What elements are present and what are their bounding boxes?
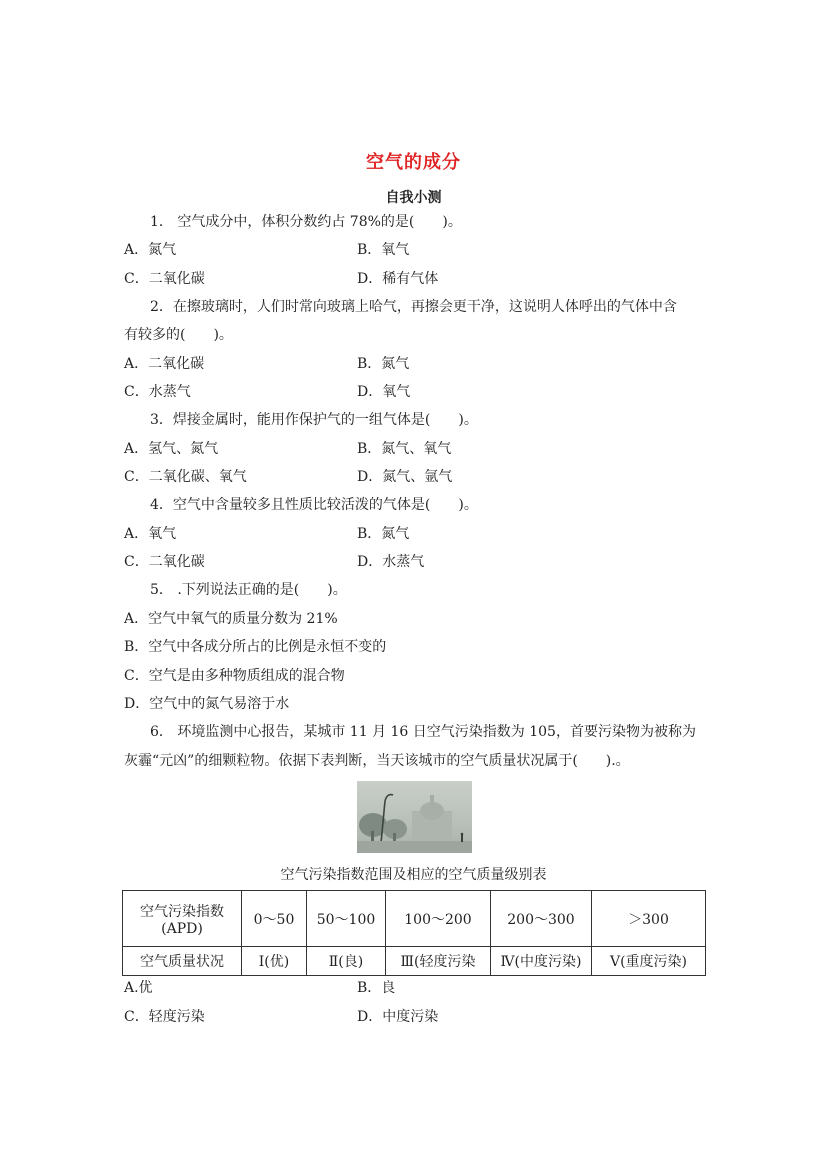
table-header-status: 空气质量状况 bbox=[123, 947, 242, 976]
question-5-option-d: D．空气中的氮气易溶于水 bbox=[124, 696, 290, 712]
smog-photo bbox=[357, 781, 472, 853]
question-2-stem-line1: 2．在擦玻璃时，人们时常向玻璃上哈气，再擦会更干净，这说明人体呼出的气体中含 bbox=[150, 299, 677, 315]
question-4-option-d: D．水蒸气 bbox=[357, 554, 425, 570]
table-cell: Ⅲ(轻度污染 bbox=[386, 947, 491, 976]
question-6-stem-line2: 灰霾“元凶”的细颗粒物。依据下表判断，当天该城市的空气质量状况属于( ).。 bbox=[124, 753, 630, 769]
question-2-option-c: C．水蒸气 bbox=[124, 384, 191, 400]
table-header-index bbox=[123, 891, 242, 947]
question-3-option-c: C．二氧化碳、氧气 bbox=[124, 469, 247, 485]
question-4-option-c: C．二氧化碳 bbox=[124, 554, 205, 570]
question-5-option-a: A．空气中氧气的质量分数为 21% bbox=[124, 611, 338, 627]
table-cell: Ⅴ(重度污染) bbox=[592, 947, 706, 976]
table-cell: Ⅳ(中度污染) bbox=[491, 947, 592, 976]
air-quality-table bbox=[122, 890, 706, 976]
table-cell: ＞300 bbox=[592, 891, 706, 947]
question-5-stem: 5． .下列说法正确的是( )。 bbox=[150, 582, 347, 598]
question-5-option-c: C．空气是由多种物质组成的混合物 bbox=[124, 668, 345, 684]
question-1-option-a: A．氮气 bbox=[124, 242, 177, 258]
question-3-stem: 3．焊接金属时，能用作保护气的一组气体是( )。 bbox=[150, 412, 478, 428]
question-6-stem-line1: 6． 环境监测中心报告，某城市 11 月 16 日空气污染指数为 105，首要污染物为被称为 bbox=[150, 724, 696, 740]
table-cell: 0～50 bbox=[242, 891, 307, 947]
question-3-option-d: D．氮气、氩气 bbox=[357, 469, 453, 485]
question-1-option-c: C．二氧化碳 bbox=[124, 271, 205, 287]
question-6-option-d: D．中度污染 bbox=[357, 1009, 439, 1025]
question-6-option-a: A.优 bbox=[124, 980, 153, 996]
table-cell: Ⅰ(优) bbox=[242, 947, 307, 976]
question-6-option-c: C．轻度污染 bbox=[124, 1009, 205, 1025]
table-cell: 100～200 bbox=[386, 891, 491, 947]
question-5-option-b: B．空气中各成分所占的比例是永恒不变的 bbox=[124, 639, 387, 655]
question-4-option-b: B．氮气 bbox=[357, 526, 410, 542]
question-1-option-b: B．氧气 bbox=[357, 242, 410, 258]
question-3-option-b: B．氮气、氧气 bbox=[357, 441, 452, 457]
page-title: 空气的成分 bbox=[366, 152, 461, 173]
question-2-option-a: A．二氧化碳 bbox=[124, 356, 205, 372]
table-cell: Ⅱ(良) bbox=[307, 947, 386, 976]
table-header-index-line1: 空气污染指数 bbox=[140, 903, 224, 920]
question-2-stem-line2: 有较多的( )。 bbox=[124, 327, 233, 343]
table-cell: 200～300 bbox=[491, 891, 592, 947]
section-subtitle: 自我小测 bbox=[385, 190, 442, 206]
table-row bbox=[123, 891, 706, 947]
table-row bbox=[123, 947, 706, 976]
question-2-option-b: B．氮气 bbox=[357, 356, 410, 372]
question-1-stem: 1． 空气成分中，体积分数约占 78%的是( )。 bbox=[150, 214, 462, 230]
question-6-option-b: B．良 bbox=[357, 980, 396, 996]
question-2-option-d: D．氧气 bbox=[357, 384, 411, 400]
table-header-index-line2: (APD) bbox=[161, 920, 203, 937]
question-3-option-a: A．氢气、氮气 bbox=[124, 441, 219, 457]
question-1-option-d: D．稀有气体 bbox=[357, 271, 439, 287]
table-cell: 50～100 bbox=[307, 891, 386, 947]
question-4-stem: 4．空气中含量较多且性质比较活泼的气体是( )。 bbox=[150, 497, 478, 513]
question-4-option-a: A．氧气 bbox=[124, 526, 177, 542]
table-caption: 空气污染指数范围及相应的空气质量级别表 bbox=[280, 867, 547, 883]
